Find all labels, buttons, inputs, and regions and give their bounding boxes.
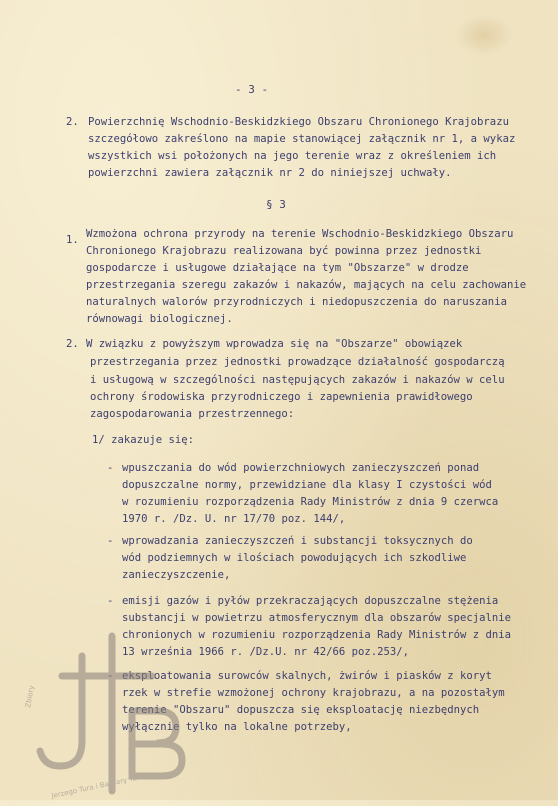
stain	[455, 14, 513, 56]
list-dash: -	[107, 462, 114, 474]
list-item-line: wyłącznie tylko na lokalne potrzeby,	[122, 721, 352, 733]
text-line: naturalnych walorów przyrodniczych i niedopuszczenia do naruszania	[86, 296, 507, 308]
paragraph-number: 2.	[66, 338, 79, 350]
subpoint-heading: 1/ zakazuje się:	[92, 434, 195, 446]
paragraph-number: 1.	[66, 234, 79, 246]
text-line: gospodarcze i usługowe działające na tym "Obszarze" w drodze	[86, 262, 469, 274]
svg-text:Zbiory: Zbiory	[24, 684, 36, 709]
list-item-line: zanieczyszczenie,	[122, 569, 231, 581]
list-item-line: rzek w strefie wzmożonej ochrony krajobrazu, a na pozostałym	[122, 687, 505, 699]
list-item-line: 13 września 1966 r. /Dz.U. nr 42/66 poz.253/,	[122, 646, 410, 658]
text-line: ochrony środowiska przyrodniczego i zapewnienia prawidłowego	[90, 391, 473, 403]
text-line: Powierzchnię Wschodnio-Beskidzkiego Obszaru Chronionego Krajobrazu	[88, 116, 509, 128]
text-line: równowagi biologicznej.	[86, 313, 233, 325]
section-heading: § 3	[266, 198, 286, 211]
list-item-line: substancji w powietrzu atmosferycznym dla obszarów specjalnie	[122, 612, 512, 624]
text-line: przestrzegania szeregu zakazów i nakazów, mających na celu zachowanie	[86, 279, 527, 291]
text-line: W związku z powyższym wprowadza się na "Obszarze" obowiązek	[86, 338, 463, 350]
text-line: zagospodarowania przestrzennego:	[90, 408, 295, 420]
list-item-line: eksploatowania surowców skalnych, żwirów i piasków z koryt	[122, 670, 492, 682]
text-line: szczegółowo zakreślono na mapie stanowiącej załącznik nr 1, a wykaz	[88, 133, 516, 145]
text-line: wszystkich wsi położonych na jego terenie wraz z określeniem ich	[88, 150, 497, 162]
list-item-line: wpuszczania do wód powierzchniowych zanieczyszczeń ponad	[122, 462, 480, 474]
list-item-line: emisji gazów i pyłów przekraczających dopuszczalne stężenia	[122, 595, 499, 607]
list-item-line: terenie "Obszaru" dopuszcza się eksploatację niezbędnych	[122, 704, 480, 716]
list-item-line: wprowadzania zanieczyszczeń i substancji toksycznych do	[122, 535, 473, 547]
text-line: Chronionego Krajobrazu realizowana być powinna przez jednostki	[86, 245, 482, 257]
list-item-line: w rozumieniu rozporządzenia Rady Ministrów z dnia 9 czerwca	[122, 496, 499, 508]
text-line: Wzmożona ochrona przyrody na terenie Wschodnio-Beskidzkiego Obszaru	[86, 228, 514, 240]
list-dash: -	[107, 595, 114, 607]
list-item-line: chronionych w rozumieniu rozporządzenia Rady Ministrów z dnia	[122, 629, 512, 641]
list-item-line: wód podziemnych w ilościach powodujących ich szkodliwe	[122, 552, 467, 564]
list-item-line: 1970 r. /Dz. U. nr 17/70 poz. 144/,	[122, 513, 346, 525]
text-line: powierzchni zawiera załącznik nr 2 do niniejszej uchwały.	[88, 167, 452, 179]
paragraph-number: 2.	[66, 116, 79, 128]
svg-text:Jerzego Tura i Barbary Tur: Jerzego Tura i Barbary Tur	[50, 773, 141, 800]
page-number: - 3 -	[235, 83, 269, 96]
library-watermark	[22, 616, 212, 806]
list-item-line: dopuszczalne normy, przewidziane dla klasy I czystości wód	[122, 479, 492, 491]
list-dash: -	[107, 670, 114, 682]
list-dash: -	[107, 535, 114, 547]
text-line: i usługową w szczególności następujących zakazów i nakazów w celu	[90, 374, 505, 386]
text-line: przestrzegania przez jednostki prowadzące działalność gospodarczą	[90, 356, 505, 368]
